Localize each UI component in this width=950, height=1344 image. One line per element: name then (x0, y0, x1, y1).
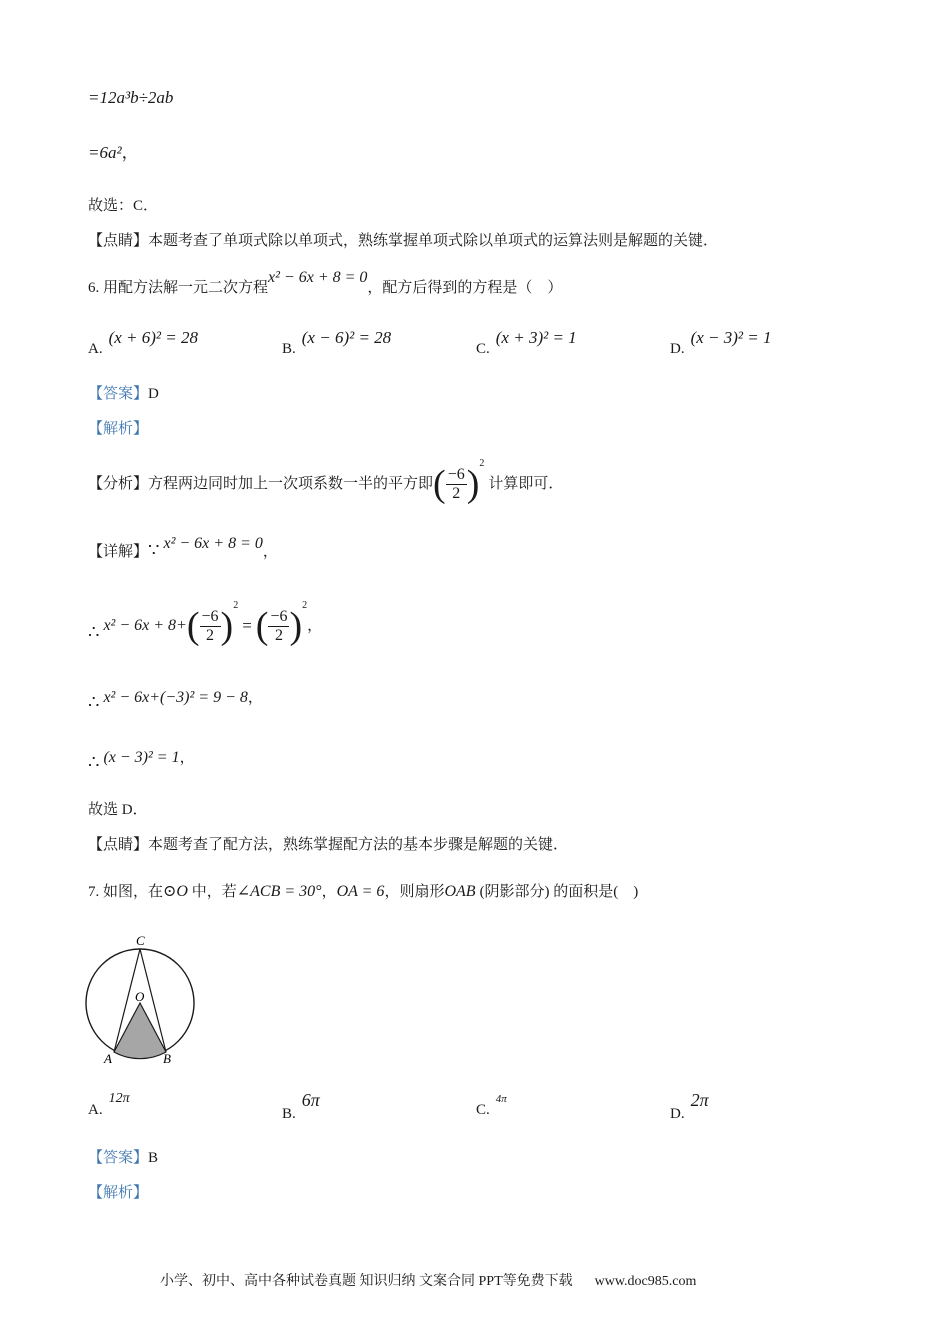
q6-step1 (88, 600, 322, 652)
q6-fenxi-tag: 【分析】 (88, 476, 149, 492)
shaded-sector (114, 1003, 166, 1059)
dianjing-5 (88, 231, 718, 251)
q6-option-b-expr: (x − 6)² = 28 (301, 328, 392, 347)
q6-answer-value: D (148, 386, 159, 402)
q6-option-b[interactable] (282, 328, 392, 358)
fraction-numerator: −6 (270, 607, 288, 625)
label-c: C (136, 933, 145, 948)
comma: ， (247, 690, 263, 706)
fraction-numerator: −6 (447, 465, 465, 483)
q6-option-d-expr: (x − 3)² = 1 (690, 328, 772, 347)
paren-left: ( (255, 605, 269, 647)
label-o: O (135, 989, 145, 1004)
q7-stem (88, 882, 638, 902)
q7-option-d[interactable] (670, 1090, 709, 1123)
comma: ， (262, 544, 278, 560)
q7-answer-value: B (148, 1150, 159, 1166)
q7-oab: OAB (444, 883, 476, 900)
therefore-symbol: ∴ (88, 692, 100, 712)
q6-fenxi-end: 计算即可． (488, 476, 564, 492)
comma: ， (121, 143, 139, 162)
q6-step2-expr: x² − 6x+(−3)² = 9 − 8 (103, 689, 248, 706)
q6-step1-fraction-2 (268, 608, 289, 645)
footer-text: 小学、初中、高中各种试卷真题 知识归纳 文案合同 PPT等免费下载 (160, 1274, 573, 1289)
q6-fenxi-fraction (446, 466, 467, 503)
q6-step3-expr: (x − 3)² = 1 (103, 749, 180, 766)
q7-angle: ∠ACB = 30° (236, 883, 322, 900)
q6-option-c[interactable] (476, 328, 577, 358)
q7-option-b-label: B. (282, 1106, 296, 1122)
q7-mid1: 中，若 (187, 884, 237, 900)
paren-left: ( (186, 605, 200, 647)
fraction-numerator: −6 (201, 607, 219, 625)
fraction-denominator: 2 (452, 484, 461, 502)
q6-suffix: ，配方后得到的方程是（ ） (367, 280, 563, 296)
q7-mid2: ，则扇形 (384, 884, 445, 900)
comma: ， (307, 618, 323, 634)
q6-option-d[interactable] (670, 328, 772, 358)
q6-option-d-label: D. (670, 341, 685, 357)
q6-detail-tag: 【详解】 (88, 544, 149, 560)
fraction-denominator: 2 (274, 626, 283, 644)
q7-option-a-expr: 12π (108, 1091, 130, 1106)
comma: ， (179, 750, 195, 766)
q7-prefix: 7. 如图，在 (88, 884, 164, 900)
q6-stem (88, 269, 563, 298)
q7-analysis-tag: 【解析】 (88, 1185, 149, 1201)
q7-circle-figure (80, 930, 205, 1070)
q6-step3 (88, 746, 195, 772)
therefore-symbol: ∴ (88, 622, 100, 642)
q7-option-c-label: C. (476, 1102, 490, 1118)
q6-step2 (88, 686, 263, 712)
q6-detail-eq: x² − 6x + 8 = 0 (163, 535, 263, 552)
q6-detail (88, 535, 278, 562)
q7-sep: ， (321, 884, 337, 900)
label-a: A (104, 1051, 112, 1066)
q6-prefix: 6. 用配方法解一元二次方程 (88, 280, 269, 296)
footer (160, 1270, 696, 1290)
q7-answer (88, 1148, 158, 1168)
fraction-denominator: 2 (206, 626, 215, 644)
q6-option-c-expr: (x + 3)² = 1 (495, 328, 577, 347)
footer-url[interactable]: www.doc985.com (594, 1274, 697, 1289)
q7-option-c-expr: 4π (495, 1093, 507, 1105)
q7-circle-o: ⊙O (163, 883, 188, 900)
q6-option-b-label: B. (282, 341, 296, 357)
therefore-symbol: ∴ (88, 752, 100, 772)
because-symbol: ∵ (148, 540, 160, 560)
q7-option-b-expr: 6π (301, 1090, 320, 1110)
q6-dianjing-text: 本题考查了配方法，熟练掌握配方法的基本步骤是解题的关键． (148, 837, 569, 853)
dianjing-5-tag: 【点睛】 (88, 233, 149, 249)
q7-oa: OA = 6 (336, 883, 385, 900)
paren-left: ( (433, 463, 446, 505)
q6-answer (88, 384, 159, 404)
paren-right: ) (289, 605, 303, 647)
paren-right: ) (220, 605, 234, 647)
q6-dianjing-tag: 【点睛】 (88, 837, 149, 853)
q7-suffix: (阴影部分) 的面积是( ) (479, 884, 639, 900)
q6-equation: x² − 6x + 8 = 0 (268, 269, 368, 286)
q7-answer-tag: 【答案】 (88, 1150, 149, 1166)
q6-fenxi-text: 方程两边同时加上一次项系数一半的平方即 (148, 476, 434, 492)
dianjing-5-text: 本题考查了单项式除以单项式，熟练掌握单项式除以单项式的运算法则是解题的关键． (148, 233, 719, 249)
equation-line-2-expr: =6a² (88, 143, 122, 162)
q7-option-a-label: A. (88, 1102, 103, 1118)
q7-option-d-label: D. (670, 1106, 685, 1122)
fraction-exponent: 2 (233, 600, 239, 611)
equation-line-2 (88, 138, 139, 163)
choose-c: 故选：C． (88, 198, 159, 214)
q6-step1-fraction-1 (200, 608, 221, 645)
label-b: B (163, 1051, 171, 1066)
q6-option-a-expr: (x + 6)² = 28 (108, 328, 199, 347)
q6-option-a[interactable] (88, 328, 199, 358)
q6-step1-left: x² − 6x + 8+ (103, 617, 187, 634)
fraction-exponent: 2 (302, 600, 308, 611)
equals-sign: = (242, 616, 252, 635)
q7-option-d-expr: 2π (690, 1090, 709, 1110)
q6-option-a-label: A. (88, 341, 103, 357)
fraction-exponent: 2 (479, 458, 485, 469)
q6-choose: 故选 D． (88, 802, 148, 818)
q7-option-b[interactable] (282, 1090, 320, 1123)
q6-fenxi (88, 458, 563, 510)
q6-dianjing (88, 835, 568, 855)
paren-right: ) (466, 463, 480, 505)
q7-option-a[interactable] (88, 1091, 130, 1119)
q6-analysis-tag: 【解析】 (88, 421, 149, 437)
equation-line-1: =12a³b÷2ab (88, 88, 174, 107)
q6-option-c-label: C. (476, 341, 490, 357)
q6-answer-tag: 【答案】 (88, 386, 149, 402)
